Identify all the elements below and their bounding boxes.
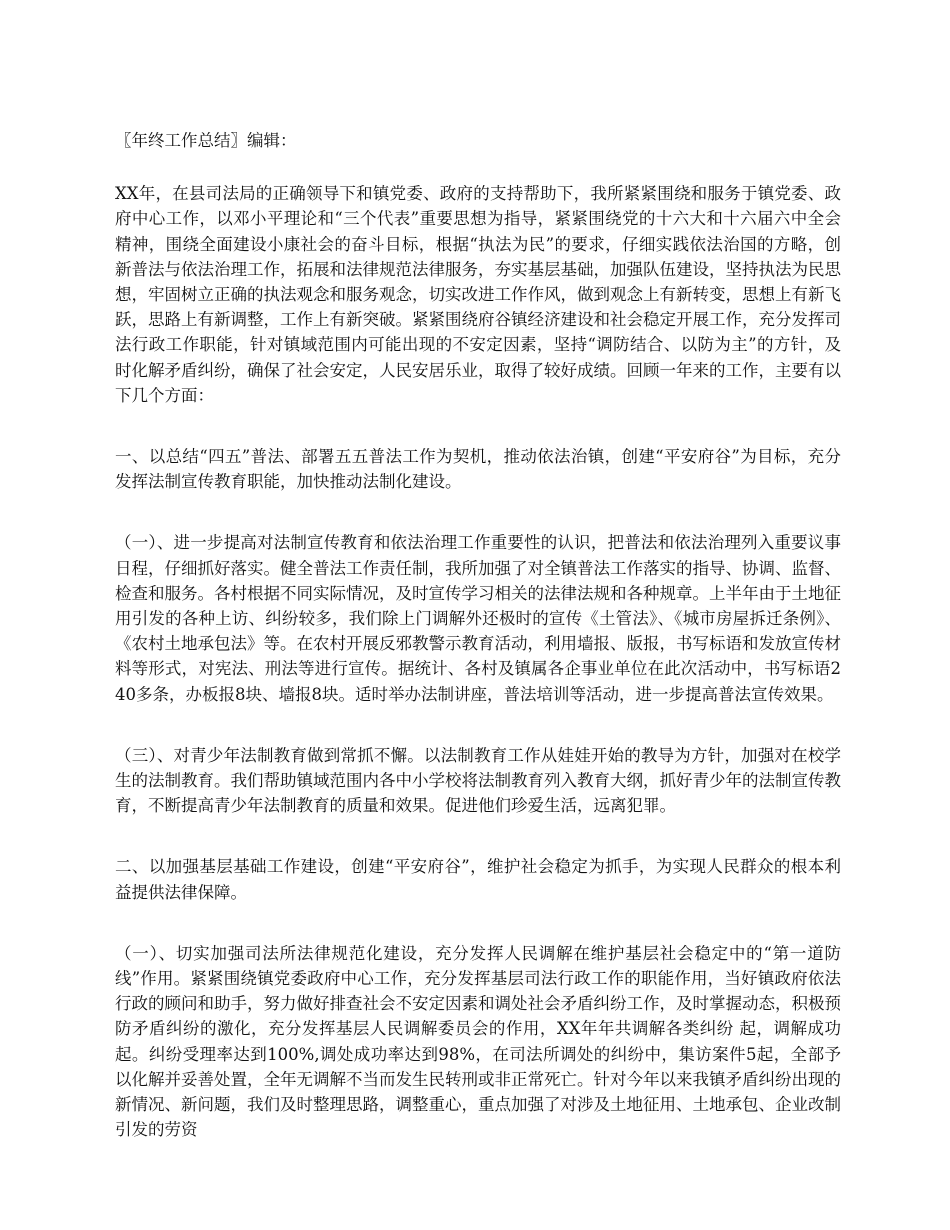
document-header: 〖年终工作总结〗编辑：: [115, 131, 297, 150]
section-heading-one: 一、以总结“四五”普法、部署五五普法工作为契机，推动依法治镇，创建“平安府谷”为目标，充分发挥法制宣传教育职能，加快推动法制化建设。: [115, 447, 841, 492]
paragraph-intro: XX年，在县司法局的正确领导下和镇党委、政府的支持帮助下，我所紧紧围绕和服务于镇党委、政府中心工作，以邓小平理论和“三个代表”重要思想为指导，紧紧围绕党的十六大和十六届六中全会精神，围绕全面建设小康社会的奋斗目标，根据“执法为民”的要求，仔细实践依法治国的方略，创新普法与依法治理工作，拓展和法律规范法律服务，夯实基层基础，加强队伍建设，坚持执法为民思想，牢固树立正确的执法观念和服务观念，切实改进工作作风，做到观念上有新转变，思想上有新飞跃，思路上有新调整，工作上有新突破。紧紧围绕府谷镇经济建设和社会稳定开展工作，充分发挥司法行政工作职能，针对镇域范围内可能出现的不安定因素，坚持“调防结合、以防为主”的方针，及时化解矛盾纠纷，确保了社会安定，人民安居乐业，取得了较好成绩。回顾一年来的工作，主要有以下几个方面：: [115, 184, 841, 405]
paragraph-2-1: （一）、切实加强司法所法律规范化建设，充分发挥人民调解在维护基层社会稳定中的“第一道防线”作用。紧紧围绕镇党委政府中心工作，充分发挥基层司法行政工作的职能作用，当好镇政府依法行政的顾问和助手，努力做好排查社会不安定因素和调处社会矛盾纠纷工作，及时掌握动态，积极预防矛盾纠纷的激化，充分发挥基层人民调解委员会的作用，XX年年共调解各类纠纷 起，调解成功 起。纠纷受理率达到100%,调处成功率达到98%，在司法所调处的纠纷中，集访案件5起，全部予以化解并妥善处置，全年无调解不当而发生民转刑或非正常死亡。针对今年以来我镇矛盾纠纷出现的新情况、新问题，我们及时整理思路，调整重心，重点加强了对涉及土地征用、土地承包、企业改制引发的劳资: [115, 943, 841, 1140]
paragraph-1-3: （三）、对青少年法制教育做到常抓不懈。以法制教育工作从娃娃开始的教导为方针，加强对在校学生的法制教育。我们帮助镇域范围内各中小学校将法制教育列入教育大纲，抓好青少年的法制宣传教育，不断提高青少年法制教育的质量和效果。促进他们珍爱生活，远离犯罪。: [115, 745, 841, 816]
paragraph-1-1: （一）、进一步提高对法制宣传教育和依法治理工作重要性的认识，把普法和依法治理列入重要议事日程，仔细抓好落实。健全普法工作责任制，我所加强了对全镇普法工作落实的指导、协调、监督、检查和服务。各村根据不同实际情况，及时宣传学习相关的法律法规和各种规章。上半年由于土地征用引发的各种上访、纠纷较多，我们除上门调解外还极时的宣传《土管法》、《城市房屋拆迁条例》、《农村土地承包法》等。在农村开展反邪教警示教育活动，利用墙报、版报，书写标语和发放宣传材料等形式，对宪法、刑法等进行宣传。据统计、各村及镇属各企事业单位在此次活动中，书写标语240多条，办板报8块、墙报8块。适时举办法制讲座，普法培训等活动，进一步提高普法宣传效果。: [115, 533, 841, 704]
section-heading-two: 二、以加强基层基础工作建设，创建“平安府谷”，维护社会稳定为抓手，为实现人民群众的根本利益提供法律保障。: [115, 857, 841, 902]
document-page: [115, 128, 841, 1179]
